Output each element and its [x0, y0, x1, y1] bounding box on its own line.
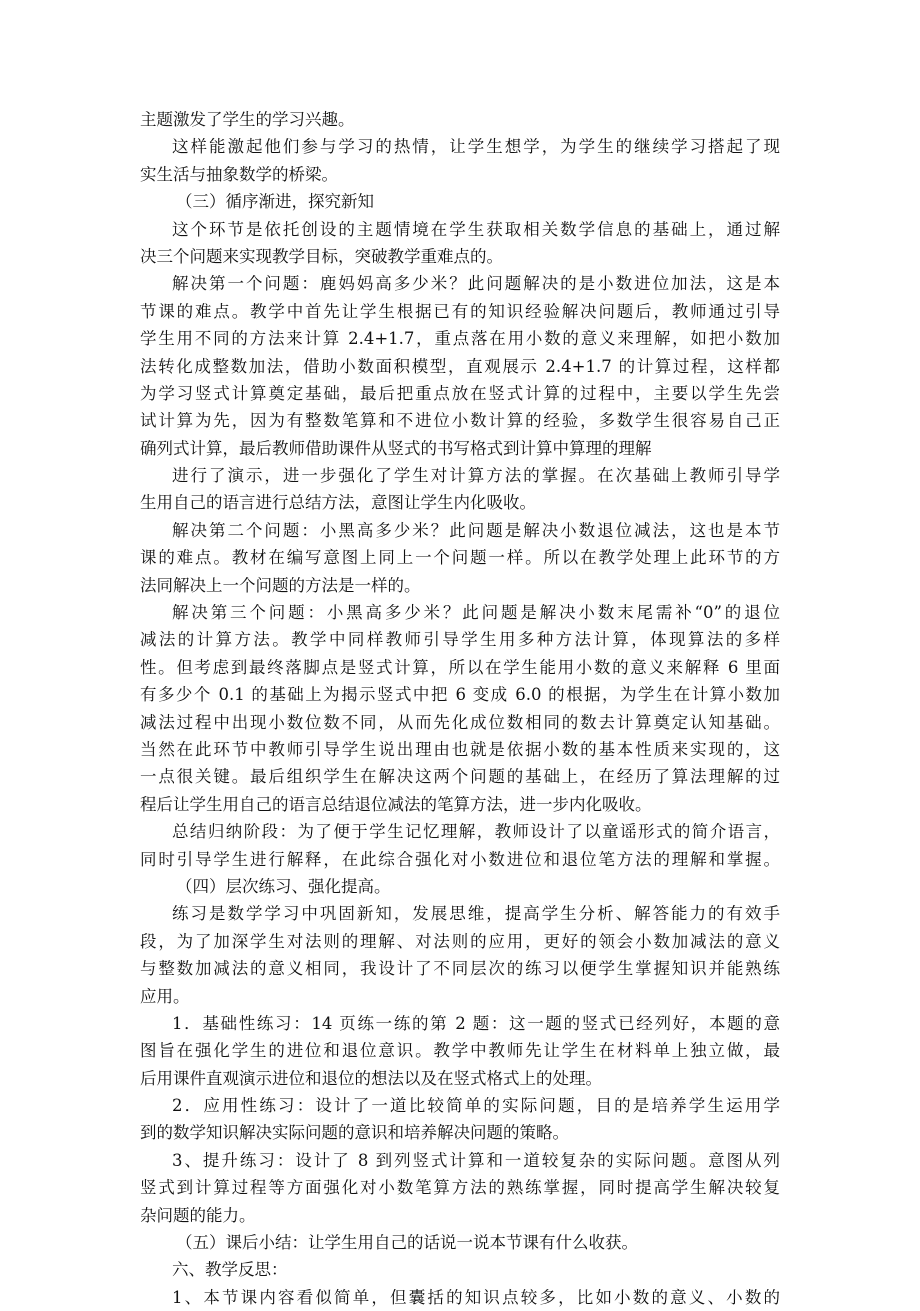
- text-line: 应用。: [140, 986, 190, 1006]
- text-line: 生用自己的语言进行总结方法，意图让学生内化吸收。: [140, 493, 536, 513]
- text-line: 总结归纳阶段：为了便于学生记忆理解，教师设计了以童谣形式的简介语言，: [172, 822, 780, 842]
- text-line: 竖式到计算过程等方面强化对小数笔算方法的熟练掌握，同时提高学生解决较复: [140, 1178, 780, 1198]
- text-line: 试计算为先，因为有整数笔算和不进位小数计算的经验，多数学生很容易自己正: [140, 411, 780, 431]
- text-line: 当然在此环节中教师引导学生说出理由也就是依据小数的基本性质来实现的，这: [140, 739, 780, 759]
- text-line: 一点很关键。最后组织学生在解决这两个问题的基础上，在经历了算法理解的过: [140, 767, 780, 787]
- text-line: 为学习竖式计算奠定基础，最后把重点放在竖式计算的过程中，主要以学生先尝: [140, 383, 780, 403]
- text-line: 段，为了加深学生对法则的理解、对法则的应用，更好的领会小数加减法的意义: [140, 931, 780, 951]
- text-line: 这个环节是依托创设的主题情境在学生获取相关数学信息的基础上，通过解: [172, 219, 780, 239]
- text-line: 实生活与抽象数学的桥梁。: [140, 164, 338, 184]
- text-line: 杂问题的能力。: [140, 1205, 256, 1225]
- text-line: 图旨在强化学生的进位和退位意识。教学中教师先让学生在材料单上独立做，最: [140, 1041, 780, 1061]
- text-line: 性。但考虑到最终落脚点是竖式计算，所以在学生能用小数的意义来解释 6 里面: [140, 657, 780, 677]
- text-line: 3、提升练习：设计了 8 到列竖式计算和一道较复杂的实际问题。意图从列: [172, 1150, 780, 1170]
- text-line: 解决第一个问题：鹿妈妈高多少米？此问题解决的是小数进位加法，这是本: [172, 274, 780, 294]
- text-line: 同时引导学生进行解释，在此综合强化对小数进位和退位笔方法的理解和掌握。: [140, 849, 780, 869]
- text-line: 主题激发了学生的学习兴趣。: [140, 110, 355, 129]
- text-line: 解决第二个问题：小黑高多少米？此问题是解决小数退位减法，这也是本节: [172, 520, 780, 540]
- text-line: 这样能激起他们参与学习的热情，让学生想学，为学生的继续学习搭起了现: [172, 137, 780, 157]
- text-line: 练习是数学学习中巩固新知，发展思维，提高学生分析、解答能力的有效手: [172, 904, 780, 924]
- text-line: 法同解决上一个问题的方法是一样的。: [140, 575, 421, 595]
- text-line: 决三个问题来实现教学目标，突破教学重难点的。: [140, 246, 503, 266]
- text-line: 六、教学反思：: [172, 1260, 288, 1280]
- text-line: 学生用不同的方法来计算 2.4+1.7，重点落在用小数的意义来理解，如把小数加: [140, 329, 780, 349]
- text-line: （三）循序渐进，探究新知: [176, 192, 374, 212]
- text-line: 进行了演示，进一步强化了学生对计算方法的掌握。在次基础上教师引导学: [172, 466, 780, 486]
- text-line: 减法过程中出现小数位数不同，从而先化成位数相同的数去计算奠定认知基础。: [140, 712, 780, 732]
- text-line: 1．基础性练习：14 页练一练的第 2 题：这一题的竖式已经列好，本题的意: [172, 1013, 780, 1033]
- text-line: 2．应用性练习：设计了一道比较简单的实际问题，目的是培养学生运用学: [172, 1096, 780, 1116]
- text-line: 后用课件直观演示进位和退位的想法以及在竖式格式上的处理。: [140, 1068, 602, 1088]
- text-line: 程后让学生用自己的语言总结退位减法的笔算方法，进一步内化吸收。: [140, 794, 652, 814]
- text-line: 有多少个 0.1 的基础上为揭示竖式中把 6 变成 6.0 的根据，为学生在计算小数加: [140, 685, 780, 705]
- text-line: 与整数加减法的意义相同，我设计了不同层次的练习以便学生掌握知识并能熟练: [140, 959, 780, 979]
- text-line: 课的难点。教材在编写意图上同上一个问题一样。所以在教学处理上此环节的方: [140, 548, 780, 568]
- text-line: 到的数学知识解决实际问题的意识和培养解决问题的策略。: [140, 1123, 569, 1143]
- text-line: 解决第三个问题：小黑高多少米？此问题是解决小数末尾需补“0”的退位: [172, 603, 780, 623]
- text-line: 确列式计算，最后教师借助课件从竖式的书写格式到计算中算理的理解: [140, 438, 652, 458]
- document-page: [140, 106, 780, 1311]
- text-line: （五）课后小结：让学生用自己的话说一说本节课有什么收获。: [176, 1233, 638, 1253]
- text-line: 减法的计算方法。教学中同样教师引导学生用多种方法计算，体现算法的多样: [140, 630, 780, 650]
- text-line: 节课的难点。教学中首先让学生根据已有的知识经验解决问题后，教师通过引导: [140, 301, 780, 321]
- text-line: 法转化成整数加法，借助小数面积模型，直观展示 2.4+1.7 的计算过程，这样都: [140, 356, 780, 376]
- text-line: 1、本节课内容看似简单，但囊括的知识点较多，比如小数的意义、小数的: [172, 1287, 780, 1307]
- text-line: （四）层次练习、强化提高。: [176, 876, 391, 896]
